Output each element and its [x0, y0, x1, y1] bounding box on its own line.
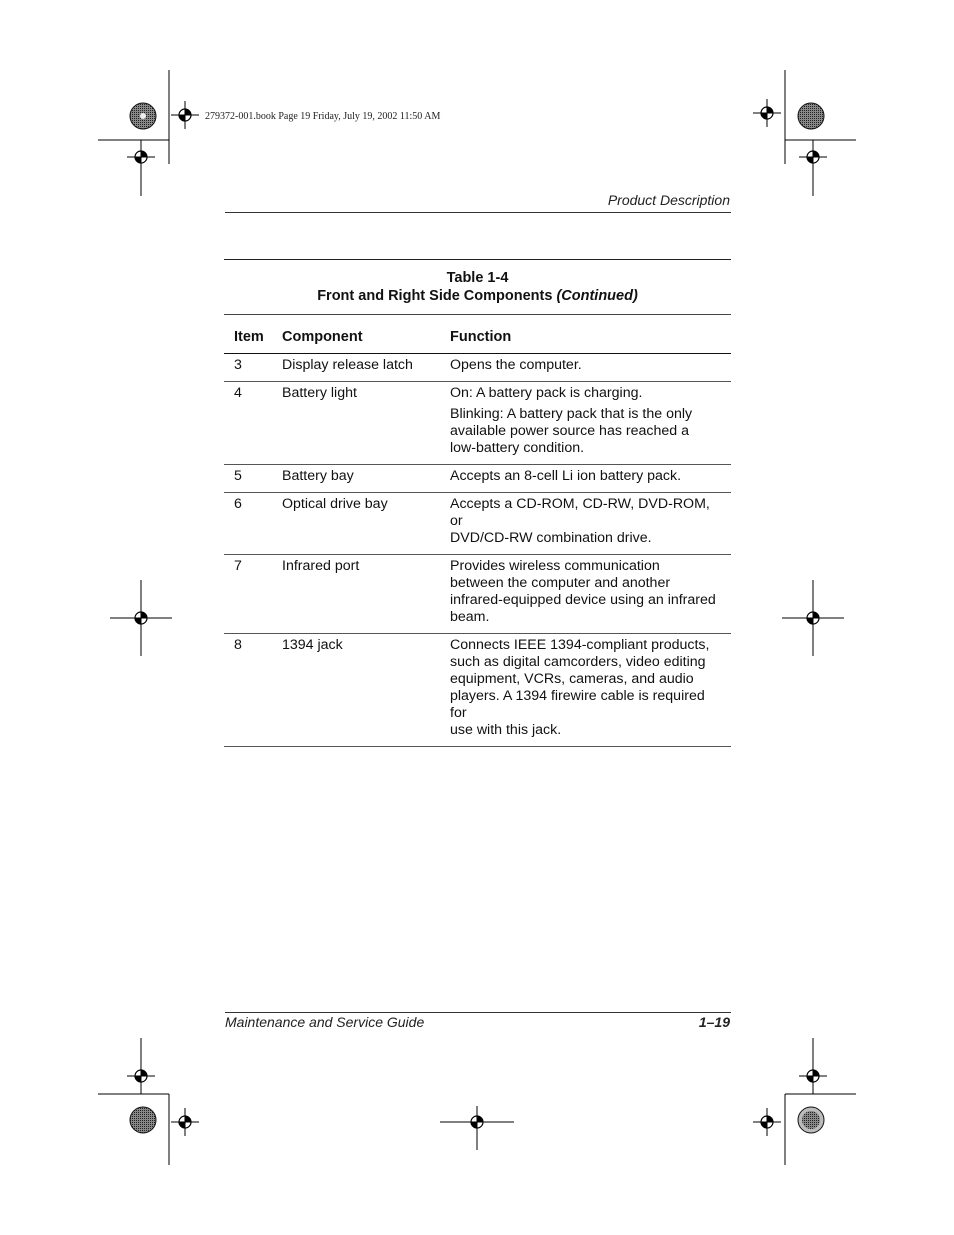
cell-function: [450, 468, 731, 485]
starburst-icon: [130, 103, 156, 129]
table-row: [224, 555, 731, 634]
registration-mark-icon: [753, 1108, 781, 1136]
starburst-icon: [130, 1107, 156, 1133]
function-line: DVD/CD-RW combination drive.: [450, 530, 652, 546]
table-row: [224, 634, 731, 747]
cell-component: Optical drive bay: [282, 496, 388, 512]
function-paragraph: [450, 357, 723, 374]
function-line: beam.: [450, 609, 490, 625]
registration-mark-icon: [171, 1108, 199, 1136]
cell-item: 4: [234, 385, 242, 401]
header-component: Component: [282, 329, 363, 345]
function-line: available power source has reached a: [450, 423, 689, 439]
function-paragraph: [450, 496, 723, 547]
table-row: [224, 465, 731, 493]
function-line: infrared-equipped device using an infrared: [450, 592, 716, 608]
cell-item: 5: [234, 468, 242, 484]
table-row: [224, 382, 731, 465]
cell-item: 7: [234, 558, 242, 574]
function-line: players. A 1394 firewire cable is required for: [450, 688, 705, 721]
cell-component: Battery light: [282, 385, 357, 401]
book-slug-line: 279372-001.book Page 19 Friday, July 19, 2002 11:50 AM: [205, 111, 441, 122]
function-paragraph: [450, 637, 723, 739]
function-line: Accepts a CD-ROM, CD-RW, DVD-ROM, or: [450, 496, 710, 529]
function-line: Blinking: A battery pack that is the only: [450, 406, 693, 422]
header-function: Function: [450, 329, 512, 345]
cell-function: [450, 357, 731, 374]
function-line: low-battery condition.: [450, 440, 585, 456]
function-line: Provides wireless communication: [450, 558, 660, 574]
function-line: Opens the computer.: [450, 357, 582, 373]
header-item: Item: [234, 329, 264, 345]
cell-function: [450, 385, 731, 457]
table-title-suffix: (Continued): [556, 288, 638, 304]
cell-component: 1394 jack: [282, 637, 343, 653]
function-line: between the computer and another: [450, 575, 671, 591]
cell-item: 6: [234, 496, 242, 512]
function-paragraph: [450, 385, 723, 402]
function-line: equipment, VCRs, cameras, and audio: [450, 671, 694, 687]
table-row: [224, 354, 731, 382]
cell-component: Display release latch: [282, 357, 413, 373]
cell-function: [450, 496, 731, 547]
table-row: [224, 493, 731, 555]
function-paragraph: [450, 468, 723, 485]
starburst-icon: [798, 103, 824, 129]
header-rule: [225, 212, 731, 213]
table-body: [224, 354, 731, 747]
function-paragraph: [450, 558, 723, 626]
cell-component: Infrared port: [282, 558, 360, 574]
function-line: Accepts an 8-cell Li ion battery pack.: [450, 468, 682, 484]
running-head: Product Description: [607, 192, 730, 208]
table-caption: [224, 260, 731, 315]
footer-rule: [225, 1012, 731, 1013]
cell-function: [450, 637, 731, 739]
cell-item: 3: [234, 357, 242, 373]
function-line: such as digital camcorders, video editing: [450, 654, 706, 670]
table-title-line: [224, 287, 731, 305]
starburst-icon: [798, 1107, 824, 1133]
function-line: Connects IEEE 1394-compliant products,: [450, 637, 710, 653]
footer-guide-title: Maintenance and Service Guide: [225, 1014, 425, 1030]
function-line: use with this jack.: [450, 722, 562, 738]
table-number: Table 1-4: [446, 270, 509, 286]
cell-function: [450, 558, 731, 626]
table-title: Front and Right Side Components: [317, 288, 553, 304]
cell-item: 8: [234, 637, 242, 653]
function-paragraph: [450, 406, 723, 457]
registration-mark-icon: [171, 101, 199, 129]
cell-component: Battery bay: [282, 468, 354, 484]
registration-mark-icon: [753, 99, 781, 127]
components-table: [224, 259, 731, 747]
page-number: 1–19: [698, 1014, 730, 1030]
table-header-row: [224, 315, 731, 354]
function-line: On: A battery pack is charging.: [450, 385, 643, 401]
